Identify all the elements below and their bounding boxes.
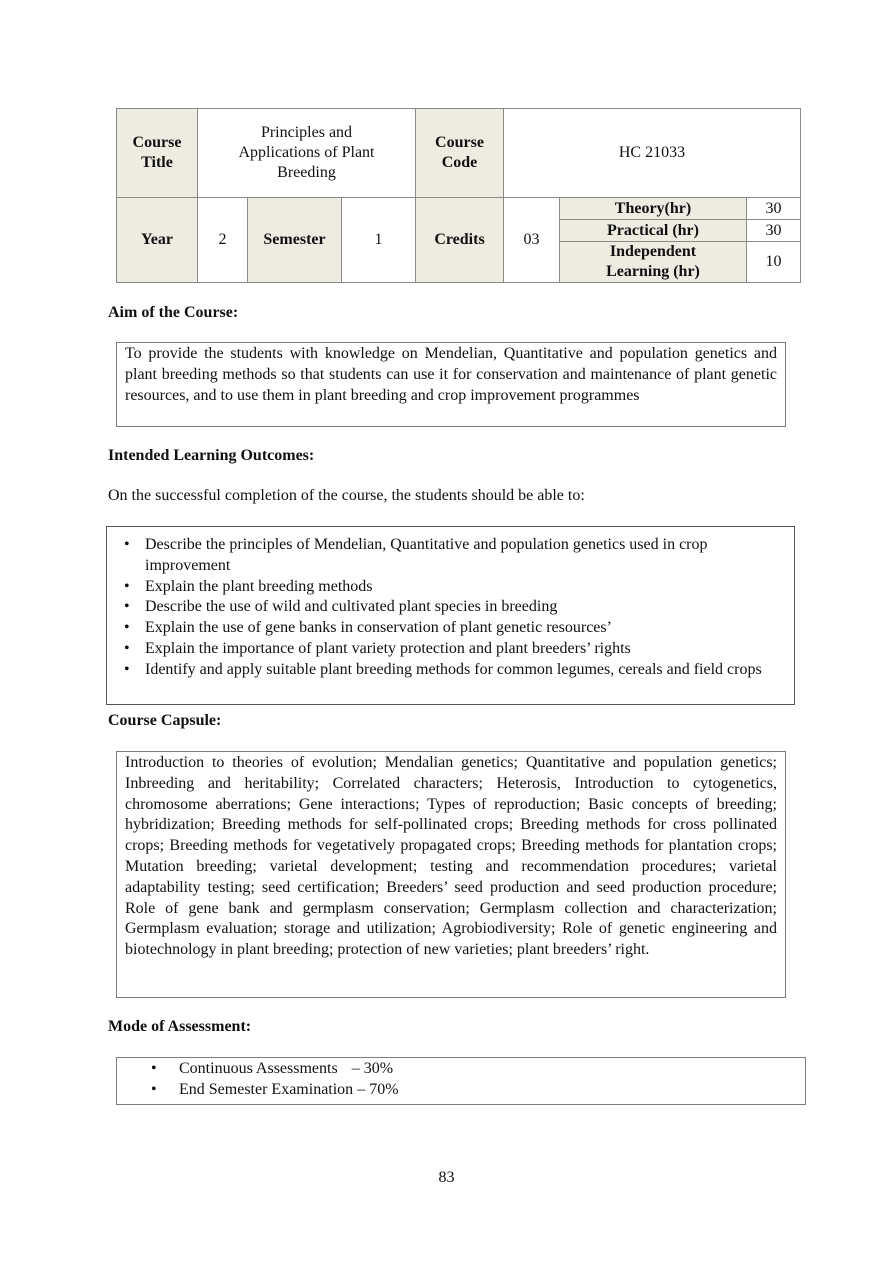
outcome-item: • Identify and apply suitable plant breeding methods for common legumes, cereals and field crops <box>124 660 780 681</box>
independent-learning-label: Independent Learning (hr) <box>560 242 747 283</box>
bullet-icon: • <box>151 1080 157 1098</box>
assessment-heading: Mode of Assessment: <box>108 1018 252 1035</box>
bullet-icon: • <box>124 639 130 657</box>
bullet-icon: • <box>124 660 130 678</box>
outcomes-list <box>124 535 780 681</box>
capsule-box <box>116 751 786 998</box>
page-number: 83 <box>438 1169 455 1186</box>
outcomes-heading: Intended Learning Outcomes: <box>108 447 315 464</box>
outcomes-intro: On the successful completion of the course, the students should be able to: <box>108 487 585 504</box>
theory-hours-label: Theory(hr) <box>560 198 747 220</box>
independent-learning-value: 10 <box>747 242 801 283</box>
capsule-text: Introduction to theories of evolution; Mendalian genetics; Quantitative and population genetics; Inbreeding and heritability; Correlated characters; Heterosis, Introduction to cytogenetics, chromosome aberrations; Gene interactions; Types of reproduction; Basic concepts of breeding; hybridization; Breeding methods for self-pollinated crops; Breeding methods for cross pollinated crops; Breeding methods for vegetatively propagated crops; Breeding methods for plantation crops; Mutation breeding; varietal development; testing and recommendation procedures; varietal adaptability testing; seed certification; Breeders’ seed production and seed production procedure; Role of gene bank and germplasm conservation; Germplasm collection and characterization; Germplasm evaluation; storage and utilization; Agrobiodiversity; Role of genetic engineering and biotechnology in plant breeding; protection of new varieties; plant breeders’ right. <box>125 754 777 959</box>
theory-hours-value: 30 <box>747 198 801 220</box>
credits-label: Credits <box>416 198 504 283</box>
course-code-label: Course Code <box>416 109 504 198</box>
course-code-value: HC 21033 <box>504 109 801 198</box>
course-info-table <box>116 108 801 283</box>
semester-label: Semester <box>248 198 342 283</box>
course-title-label: Course Title <box>117 109 198 198</box>
assessment-value: – 30% <box>351 1060 394 1077</box>
outcomes-box <box>106 526 795 705</box>
course-title-value: Principles and Applications of Plant Breeding <box>198 109 416 198</box>
credits-value: 03 <box>504 198 560 283</box>
assessment-item <box>151 1080 805 1101</box>
bullet-icon: • <box>124 598 130 616</box>
bullet-icon: • <box>124 577 130 595</box>
bullet-icon: • <box>124 536 130 553</box>
assessment-label: Continuous Assessments <box>179 1060 338 1077</box>
bullet-icon: • <box>151 1060 157 1077</box>
assessment-item <box>151 1059 805 1080</box>
assessment-box <box>116 1057 806 1105</box>
year-label: Year <box>117 198 198 283</box>
aim-text: To provide the students with knowledge on Mendelian, Quantitative and population genetics and plant breeding methods so that students can use it for conservation and maintenance of plant genetic resources, and to use them in plant breeding and crop improvement programmes <box>125 345 777 404</box>
assessment-list <box>151 1059 805 1101</box>
assessment-value: – 70% <box>357 1080 399 1098</box>
capsule-heading: Course Capsule: <box>108 712 222 729</box>
outcome-item: • Describe the principles of Mendelian, Quantitative and population genetics used in crop improvement <box>124 536 708 574</box>
assessment-label: End Semester Examination <box>179 1080 354 1098</box>
practical-hours-label: Practical (hr) <box>560 220 747 242</box>
outcome-item: • Explain the importance of plant variety protection and plant breeders’ rights <box>124 639 780 660</box>
bullet-icon: • <box>124 619 130 637</box>
outcome-item: • Describe the use of wild and cultivated plant species in breeding <box>124 597 780 618</box>
outcome-item: • Explain the plant breeding methods <box>124 577 780 598</box>
outcome-item: • Explain the use of gene banks in conservation of plant genetic resources’ <box>124 618 780 639</box>
aim-box <box>116 342 786 427</box>
year-value: 2 <box>198 198 248 283</box>
semester-value: 1 <box>342 198 416 283</box>
aim-heading: Aim of the Course: <box>108 304 239 321</box>
practical-hours-value: 30 <box>747 220 801 242</box>
